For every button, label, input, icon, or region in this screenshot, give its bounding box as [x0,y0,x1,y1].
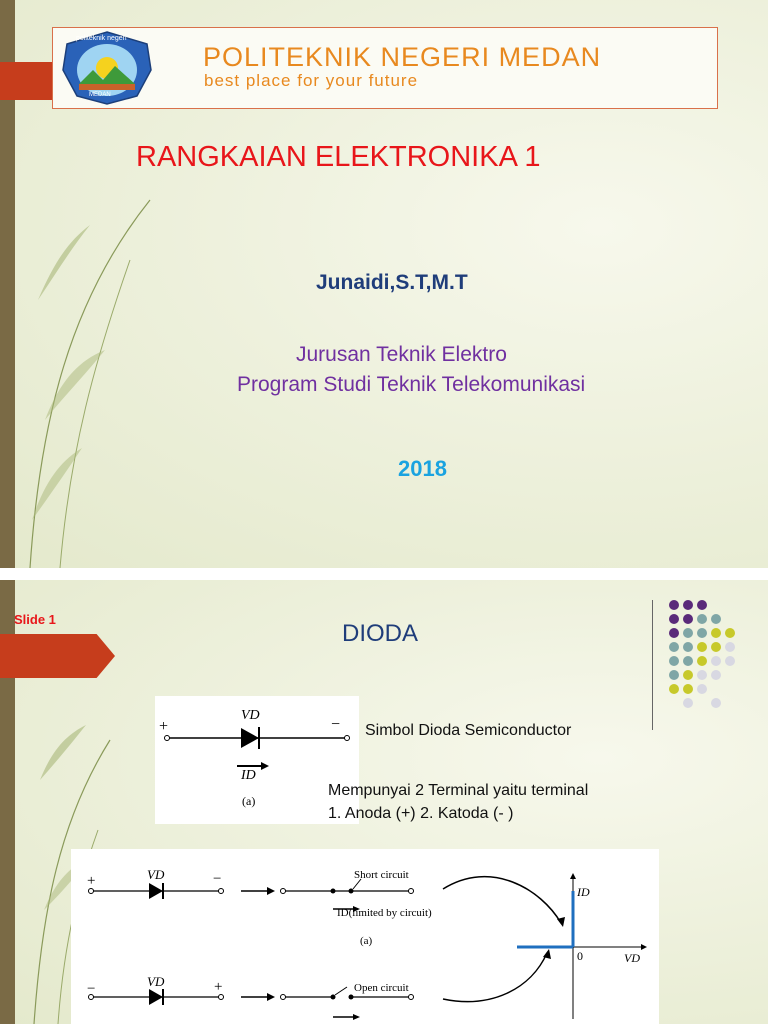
slide-title: DIODA [342,620,419,647]
minus-sign: − [331,716,341,733]
minus-sign-bottom: − [87,981,96,997]
minus-sign-top: − [213,871,222,887]
symbol-caption: Simbol Dioda Semiconductor [365,722,572,739]
tagline: best place for your future [204,71,419,90]
plus-sign: + [159,718,169,735]
lecturer-name: Junaidi,S.T,M.T [316,271,468,294]
plus-sign-top: + [87,873,96,889]
figure-label: (a) [242,794,256,808]
plus-sign-bottom: + [214,979,223,995]
vd-label-top: VD [147,867,165,882]
open-circuit-label: Open circuit [354,982,409,994]
divider-line [652,600,653,730]
dot-grid-decoration [666,599,746,709]
axis-id-label: ID [577,885,590,899]
program-name: Program Studi Teknik Telekomunikasi [237,373,586,396]
axis-origin-label: 0 [577,949,583,963]
header-banner [52,27,718,109]
institution-name: POLITEKNIK NEGERI MEDAN [203,42,602,72]
logo-text-top: politeknik negeri [76,35,127,42]
short-circuit-label: Short circuit [354,869,409,881]
red-arrow-tab [0,634,115,678]
department-name: Jurusan Teknik Elektro [296,343,507,366]
vd-label: VD [241,708,260,723]
logo-text-bottom: MEDAN [89,92,111,98]
figure-b-label: (a) [360,935,373,947]
ideal-diode-figure [71,849,659,1024]
terminal-text-line1: Mempunyai 2 Terminal yaitu terminal [328,782,589,799]
vd-label-bottom: VD [147,974,165,989]
id-limited-label: ID(limited by circuit) [337,907,432,919]
year: 2018 [398,456,447,481]
id-label: ID [241,768,256,783]
slide-label: Slide 1 [14,612,56,627]
course-title: RANGKAIAN ELEKTRONIKA 1 [136,141,541,173]
terminal-text-line2: 1. Anoda (+) 2. Katoda (- ) [328,805,514,822]
axis-vd-label: VD [624,951,640,965]
